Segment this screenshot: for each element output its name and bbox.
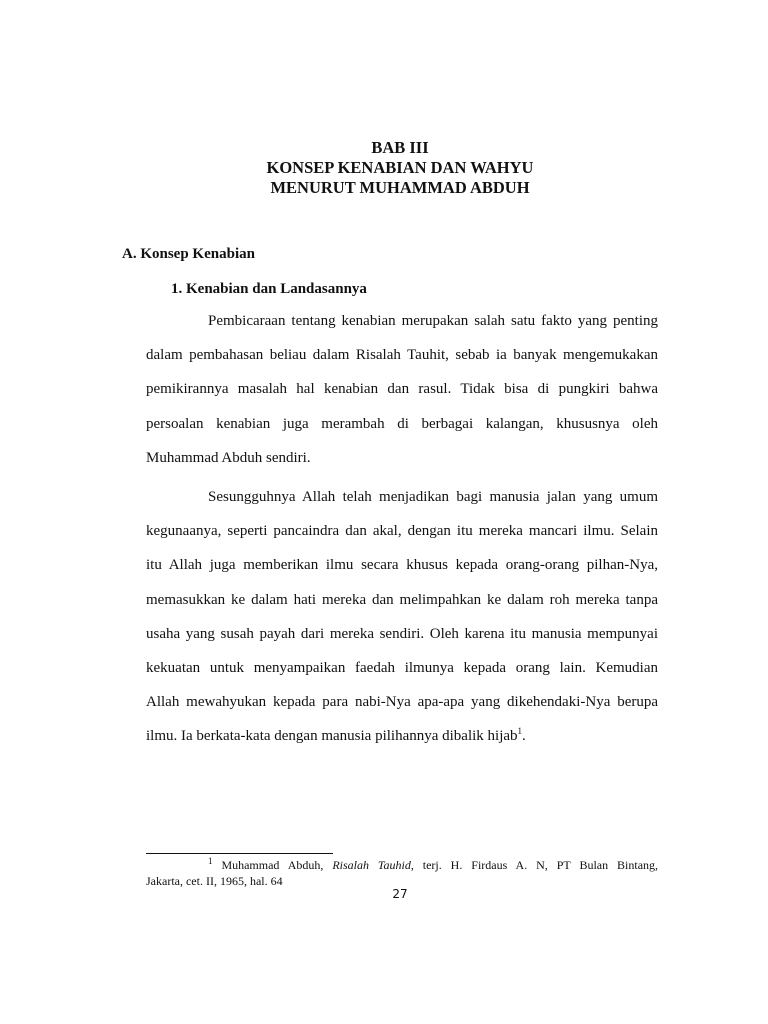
paragraph-line: persoalan kenabian juga merambah di berbagai kalangan, khususnya oleh [146,415,658,432]
page-number: 27 [392,887,408,901]
paragraph-line: Pembicaraan tentang kenabian merupakan salah satu fakto yang penting [208,313,658,329]
paragraph-line: kekuatan untuk menyampaikan faedah ilmunya kepada orang lain. Kemudian [146,659,658,676]
chapter-title-line-1: KONSEP KENABIAN DAN WAHYU [266,158,534,177]
paragraph-line: Muhammad Abduh sendiri. [146,449,311,466]
footnote-author: Muhammad Abduh, [221,858,324,872]
paragraph-line: itu Allah juga memberikan ilmu secara khusus kepada orang-orang pilhan-Nya, [146,557,658,574]
footnote-reference[interactable]: 1 [517,726,523,737]
footnote-publication: , terj. H. Firdaus A. N, PT Bulan Bintang, [410,858,659,872]
paragraph-line: Sesungguhnya Allah telah menjadikan bagi manusia jalan yang umum [208,489,658,505]
paragraph-line: dalam pembahasan beliau dalam Risalah Tauhit, sebab ia banyak mengemukakan [146,347,658,364]
sentence-end: . [522,728,526,745]
chapter-number: BAB III [371,138,429,157]
paragraph-2 [146,487,658,761]
footnote-number: 1 [208,856,213,866]
chapter-title-line-2: MENURUT MUHAMMAD ABDUH [270,178,530,197]
paragraph-line-text: ilmu. Ia berkata-kata dengan manusia pilihannya dibalik hijab [146,728,518,745]
footnote-line-1 [146,857,658,873]
paragraph-line: kegunaanya, seperti pancaindra dan akal, dengan itu mereka mancari ilmu. Selain [146,523,658,540]
footnote-separator [146,853,333,854]
paragraph-line: Allah mewahyukan kepada para nabi-Nya apa-apa yang dikehendaki-Nya berupa [146,694,658,711]
paragraph-last-line [146,726,658,760]
chapter-title [0,138,768,198]
footnote-book-title: Risalah Tauhid [332,858,411,872]
paragraph-line: memasukkan ke dalam hati mereka dan melimpahkan ke dalam roh mereka tanpa [146,591,658,608]
footnote [146,857,658,889]
subsection-heading: 1. Kenabian dan Landasannya [171,281,367,297]
section-heading: A. Konsep Kenabian [122,246,255,262]
paragraph-1 [146,311,658,482]
footnote-line-2: Jakarta, cet. II, 1965, hal. 64 [146,874,283,888]
paragraph-line: usaha yang susah payah dari mereka sendiri. Oleh karena itu manusia mempunyai [146,625,658,642]
paragraph-line: pemikirannya masalah hal kenabian dan rasul. Tidak bisa di pungkiri bahwa [146,381,658,398]
